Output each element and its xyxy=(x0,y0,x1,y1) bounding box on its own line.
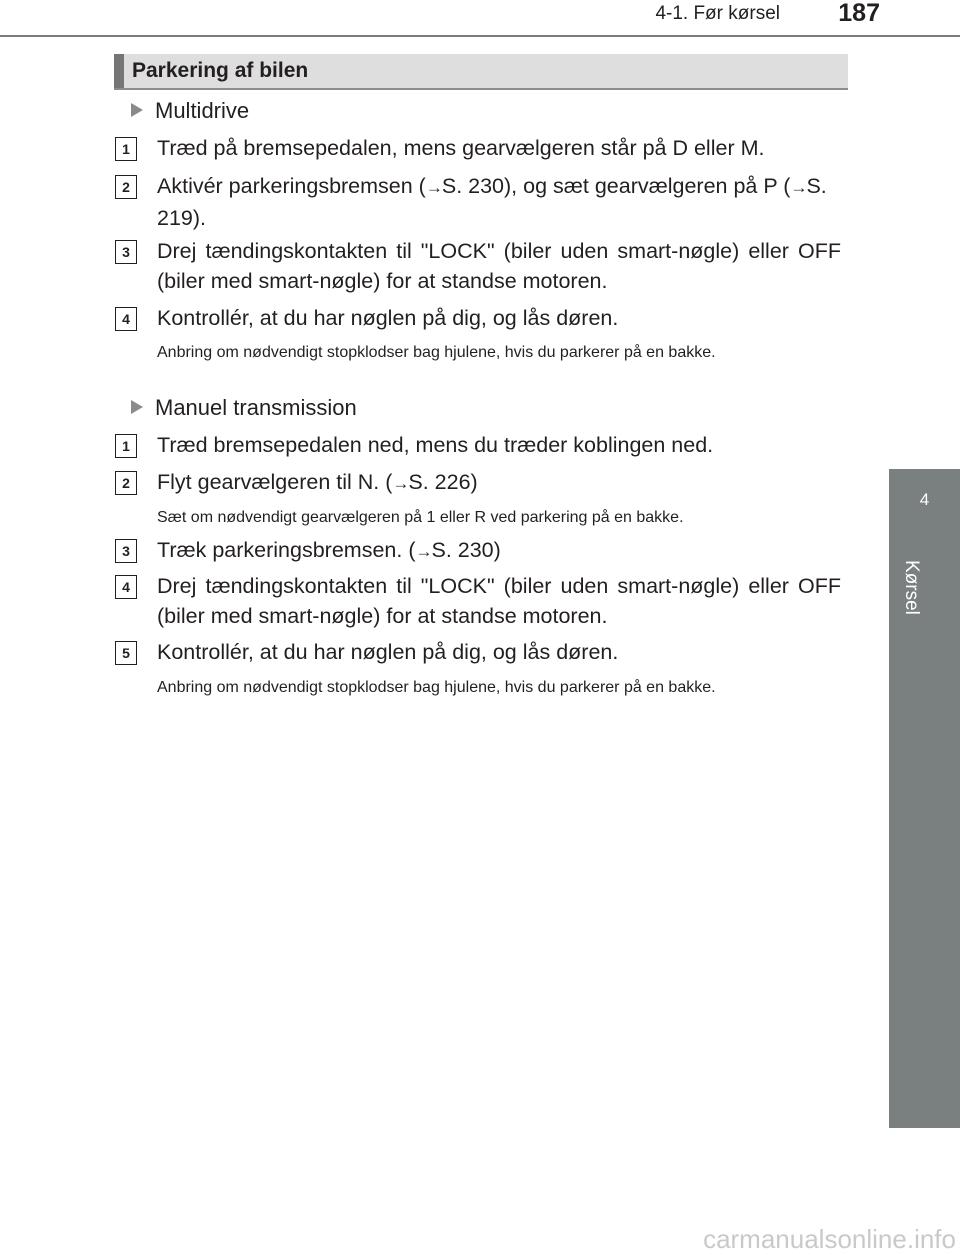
page-ref-arrow-icon: → xyxy=(415,542,432,561)
triangle-bullet-icon xyxy=(131,103,143,117)
step-text: Træk parkeringsbremsen. (→S. 230) xyxy=(157,538,501,562)
page-reference-link[interactable]: S. 219). xyxy=(157,174,827,230)
step-text: Drej tændingskontakten til "LOCK" (biler uden smart-nøgle) eller OFF (biler med smart-nøgle) for at standse motoren. xyxy=(157,574,841,628)
step-item xyxy=(115,303,841,333)
page-ref-arrow-icon: → xyxy=(790,178,807,197)
step-text: Aktivér parkeringsbremsen (→S. 230), og sæt gearvælgeren på P (→S. 219). xyxy=(157,174,827,230)
step-number-badge: 1 xyxy=(115,137,137,161)
note-text: Sæt om nødvendigt gearvælgeren på 1 eller R ved parkering på en bakke. xyxy=(157,509,684,526)
chapter-title: 4-1. Før kørsel xyxy=(655,3,780,24)
step-number-badge: 3 xyxy=(115,539,137,563)
page-reference-link[interactable]: S. 230), og sæt gearvælgeren på P ( xyxy=(441,174,791,198)
step-text: Drej tændingskontakten til "LOCK" (biler uden smart-nøgle) eller OFF (biler med smart-nøgle) for at standse motoren. xyxy=(157,239,841,293)
step-item xyxy=(115,535,841,567)
note-text: Anbring om nødvendigt stopklodser bag hjulene, hvis du parkerer på en bakke. xyxy=(157,344,716,361)
subheading-text: Multidrive xyxy=(155,98,250,123)
step-number-badge: 3 xyxy=(115,240,137,264)
step-number-badge: 4 xyxy=(115,307,137,331)
step-item xyxy=(115,467,841,499)
step-item xyxy=(115,171,841,233)
step-text: Kontrollér, at du har nøglen på dig, og lås døren. xyxy=(157,640,619,664)
step-number-badge: 2 xyxy=(115,471,137,495)
subheading-manual-transmission xyxy=(131,395,357,421)
note-text: Anbring om nødvendigt stopklodser bag hjulene, hvis du parkerer på en bakke. xyxy=(157,679,716,696)
side-tab-number: 4 xyxy=(919,490,930,509)
section-title: Parkering af bilen xyxy=(132,59,309,82)
page-ref-arrow-icon: → xyxy=(425,178,442,197)
step-number-badge: 2 xyxy=(115,175,137,199)
header-rule xyxy=(0,35,960,37)
step-item xyxy=(115,637,841,667)
side-tab-label: Kørsel xyxy=(901,560,922,615)
step-item xyxy=(115,571,841,631)
section-header-bar xyxy=(114,54,124,88)
triangle-bullet-icon xyxy=(131,400,143,414)
step-text: Kontrollér, at du har nøglen på dig, og lås døren. xyxy=(157,306,619,330)
step-number-badge: 5 xyxy=(115,641,137,665)
step-item xyxy=(115,430,841,460)
section-header xyxy=(114,54,848,90)
step-item xyxy=(115,133,841,163)
step-number-badge: 1 xyxy=(115,434,137,458)
page-reference-link[interactable]: S. 226) xyxy=(408,470,478,494)
page-reference-link[interactable]: S. 230) xyxy=(431,538,501,562)
subheading-text: Manuel transmission xyxy=(155,395,357,420)
watermark: carmanualsonline.info xyxy=(703,1224,956,1254)
step-text: Træd bremsepedalen ned, mens du træder koblingen ned. xyxy=(157,433,714,457)
page-ref-arrow-icon: → xyxy=(392,474,409,493)
page-number: 187 xyxy=(838,0,880,27)
step-number-badge: 4 xyxy=(115,575,137,599)
step-item xyxy=(115,236,841,296)
subheading-multidrive xyxy=(131,98,249,124)
step-text: Flyt gearvælgeren til N. (→S. 226) xyxy=(157,470,478,494)
step-text: Træd på bremsepedalen, mens gearvælgeren står på D eller M. xyxy=(157,136,765,160)
